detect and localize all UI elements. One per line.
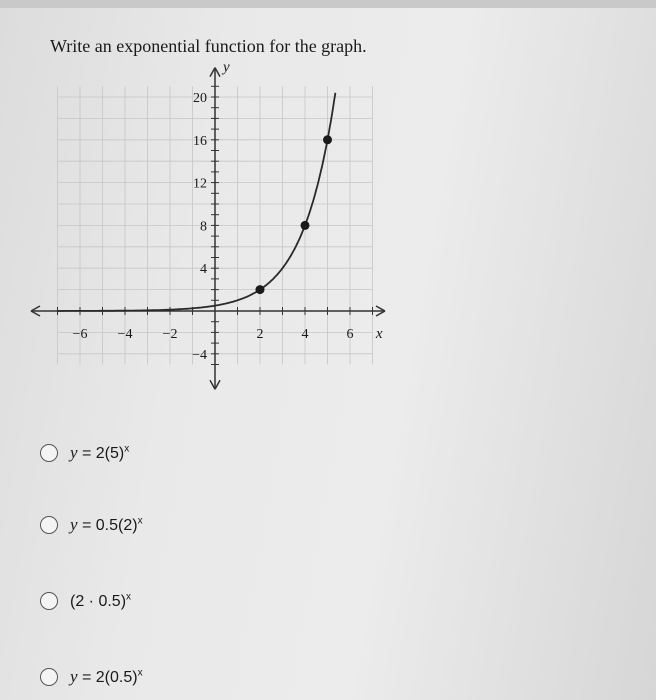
data-point [256,285,265,294]
y-tick-label: 8 [200,219,207,235]
radio-button[interactable] [40,668,58,686]
option-2[interactable] [40,510,143,540]
radio-button[interactable] [40,516,58,534]
option-label: $y = 0.5(2)^x$ [70,515,143,534]
option-3[interactable] [40,586,131,616]
y-tick-label: 4 [200,262,207,278]
x-axis-label: x [375,326,383,342]
radio-button[interactable] [40,592,58,610]
radio-button[interactable] [40,444,58,462]
option-1[interactable] [40,438,129,468]
y-tick-label: 12 [193,176,207,192]
x-tick-label: −2 [162,327,178,342]
data-point [301,221,310,230]
x-tick-label: −4 [117,327,133,342]
option-label: $(2 \cdot 0.5)^x$ [70,591,132,610]
y-tick-label: 16 [193,133,207,149]
y-axis-label: y [223,59,230,76]
option-4[interactable] [40,662,143,692]
data-point [323,135,332,144]
x-tick-label: 2 [256,327,264,342]
option-label: $y = 2(5)^x$ [70,443,130,462]
question-prompt: Write an exponential function for the graph. [50,36,367,56]
x-tick-label: −6 [72,327,88,342]
y-tick-label: −4 [192,347,207,363]
x-tick-label: 4 [301,327,309,342]
x-tick-label: 6 [346,327,354,342]
y-tick-label: 20 [193,91,207,106]
exponential-curve [58,93,336,311]
option-label: $y = 2(0.5)^x$ [70,667,143,686]
